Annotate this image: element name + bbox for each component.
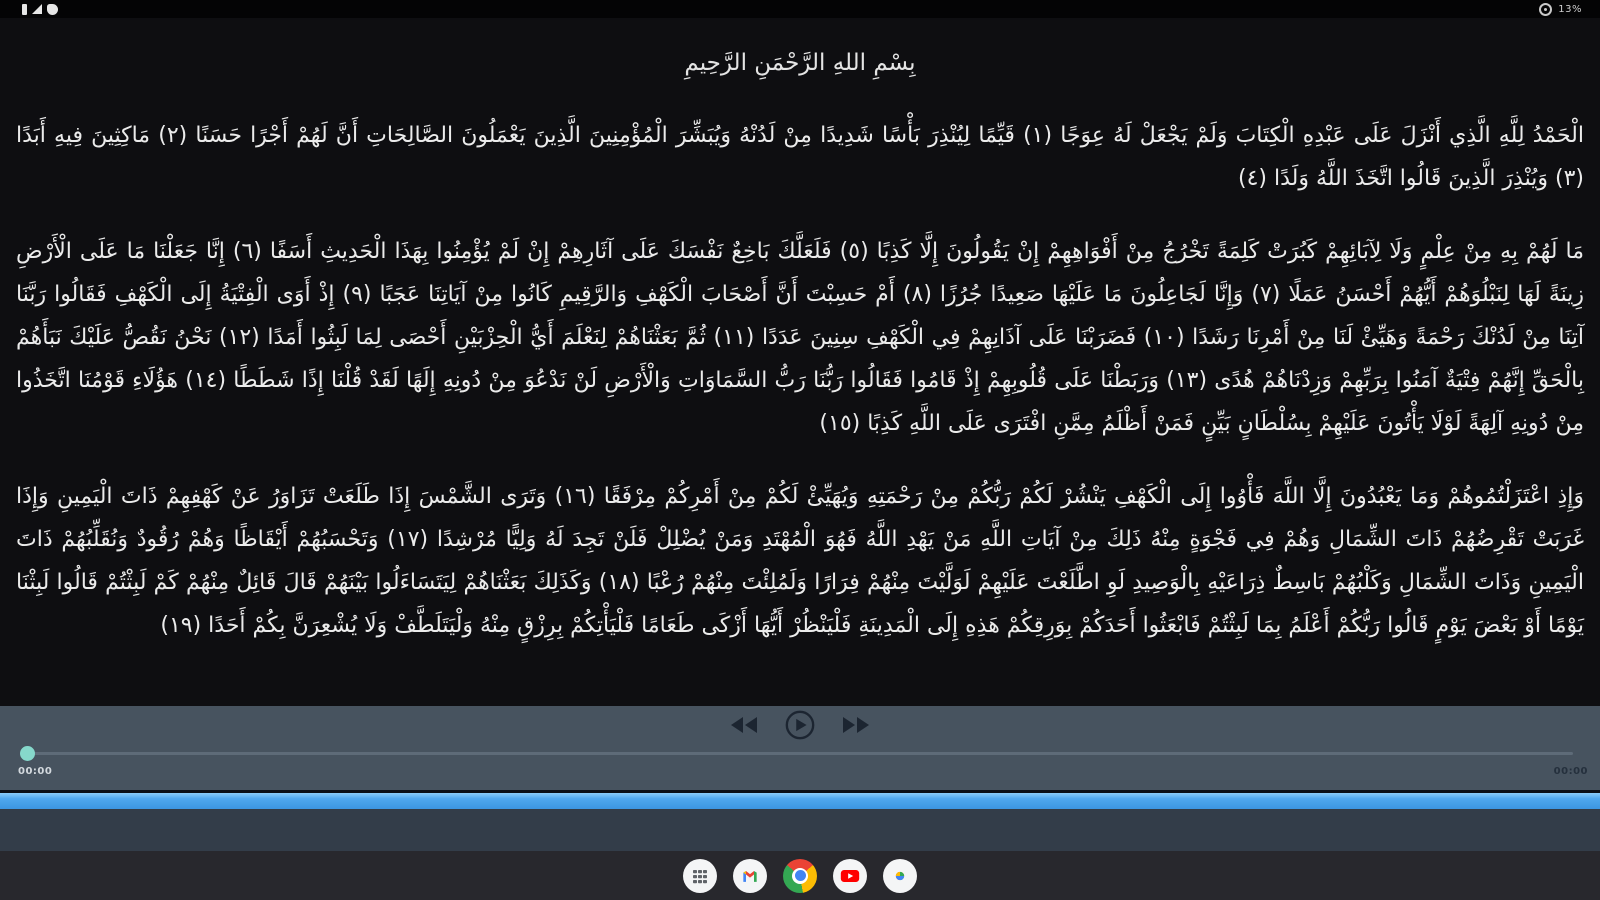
slate-strip: [0, 809, 1600, 851]
seek-thumb[interactable]: [20, 746, 35, 761]
photos-app-button[interactable]: [883, 859, 917, 893]
elapsed-time: 00:00: [18, 766, 53, 777]
play-button[interactable]: [784, 709, 816, 741]
quran-paragraph: مَا لَهُمْ بِهِ مِنْ عِلْمٍ وَلَا لِآبَائِهِمْ كَبُرَتْ كَلِمَةً تَخْرُجُ مِنْ أَفْوَاهِهِمْ إِنْ يَقُولُونَ إِلَّا كَذِبًا (٥) فَلَعَلَّكَ بَاخِعٌ نَفْسَكَ عَلَى آثَارِهِمْ إِنْ لَمْ يُؤْمِنُوا بِهَذَا الْحَدِيثِ أَسَفًا (٦) إِنَّا جَعَلْنَا مَا عَلَى الْأَرْضِ زِينَةً لَهَا لِنَبْلُوَهُمْ أَيُّهُمْ أَحْسَنُ عَمَلًا (٧) وَإِنَّا لَجَاعِلُونَ مَا عَلَيْهَا صَعِيدًا جُرُزًا (٨) أَمْ حَسِبْتَ أَنَّ أَصْحَابَ الْكَهْفِ وَالرَّقِيمِ كَانُوا مِنْ آيَاتِنَا عَجَبًا (٩) إِذْ أَوَى الْفِتْيَةُ إِلَى الْكَهْفِ فَقَالُوا رَبَّنَا آتِنَا مِنْ لَدُنْكَ رَحْمَةً وَهَيِّئْ لَنَا مِنْ أَمْرِنَا رَشَدًا (١٠) فَضَرَبْنَا عَلَى آذَانِهِمْ فِي الْكَهْفِ سِنِينَ عَدَدًا (١١) ثُمَّ بَعَثْنَاهُمْ لِنَعْلَمَ أَيُّ الْحِزْبَيْنِ أَحْصَى لِمَا لَبِثُوا أَمَدًا (١٢) نَحْنُ نَقُصُّ عَلَيْكَ نَبَأَهُمْ بِالْحَقِّ إِنَّهُمْ فِتْيَةٌ آمَنُوا بِرَبِّهِمْ وَزِدْنَاهُمْ هُدًى (١٣) وَرَبَطْنَا عَلَى قُلُوبِهِمْ إِذْ قَامُوا فَقَالُوا رَبُّنَا رَبُّ السَّمَاوَاتِ وَالْأَرْضِ لَنْ نَدْعُوَ مِنْ دُونِهِ إِلَهًا لَقَدْ قُلْنَا إِذًا شَطَطًا (١٤) هَؤُلَاءِ قَوْمُنَا اتَّخَذُوا مِنْ دُونِهِ آلِهَةً لَوْلَا يَأْتُونَ عَلَيْهِمْ بِسُلْطَانٍ بَيِّنٍ فَمَنْ أَظْلَمُ مِمَّنِ افْتَرَى عَلَى اللَّهِ كَذِبًا (١٥): [16, 239, 1585, 436]
battery-percent: 13%: [1558, 3, 1582, 15]
app-drawer-button[interactable]: [683, 859, 717, 893]
status-bar: [0, 0, 1600, 18]
chrome-icon: [792, 868, 808, 884]
quran-reading-pane[interactable]: [0, 18, 1600, 706]
rewind-icon: [728, 715, 760, 735]
chrome-app-button[interactable]: [783, 859, 817, 893]
google-photos-icon: [890, 866, 910, 886]
taskbar: [0, 851, 1600, 900]
play-icon: [784, 709, 816, 741]
gmail-app-button[interactable]: [733, 859, 767, 893]
bismillah-heading: بِسْمِ اللهِ الرَّحْمَنِ الرَّحِيمِ: [684, 50, 916, 76]
youtube-icon: [839, 865, 861, 887]
remaining-time: 00:00: [1553, 766, 1588, 777]
seek-track[interactable]: [27, 752, 1573, 755]
app-drawer-grid-icon: [691, 867, 709, 885]
fast-forward-button[interactable]: [840, 715, 872, 735]
status-right: [1539, 3, 1582, 16]
rewind-button[interactable]: [728, 715, 760, 735]
notification-bar-icon: [22, 4, 27, 15]
notification-icons: [22, 4, 58, 15]
data-saver-icon: [1539, 3, 1552, 16]
youtube-app-button[interactable]: [833, 859, 867, 893]
quran-paragraph: الْحَمْدُ لِلَّهِ الَّذِي أَنْزَلَ عَلَى عَبْدِهِ الْكِتَابَ وَلَمْ يَجْعَلْ لَهُ عِوَجًا (١) قَيِّمًا لِيُنْذِرَ بَأْسًا شَدِيدًا مِنْ لَدُنْهُ وَيُبَشِّرَ الْمُؤْمِنِينَ الَّذِينَ يَعْمَلُونَ الصَّالِحَاتِ أَنَّ لَهُمْ أَجْرًا حَسَنًا (٢) مَاكِثِينَ فِيهِ أَبَدًا (٣) وَيُنْذِرَ الَّذِينَ قَالُوا اتَّخَذَ اللَّهُ وَلَدًا (٤): [16, 123, 1584, 191]
player-controls: [728, 709, 872, 741]
audio-player-bar: [0, 706, 1600, 790]
blue-accent-stripe: [0, 793, 1600, 809]
quran-paragraph: وَإِذِ اعْتَزَلْتُمُوهُمْ وَمَا يَعْبُدُونَ إِلَّا اللَّهَ فَأْوُوا إِلَى الْكَهْفِ يَنْشُرْ لَكُمْ رَبُّكُمْ مِنْ رَحْمَتِهِ وَيُهَيِّئْ لَكُمْ مِنْ أَمْرِكُمْ مِرْفَقًا (١٦) وَتَرَى الشَّمْسَ إِذَا طَلَعَتْ تَزَاوَرُ عَنْ كَهْفِهِمْ ذَاتَ الْيَمِينِ وَإِذَا غَرَبَتْ تَقْرِضُهُمْ ذَاتَ الشِّمَالِ وَهُمْ فِي فَجْوَةٍ مِنْهُ ذَلِكَ مِنْ آيَاتِ اللَّهِ مَنْ يَهْدِ اللَّهُ فَهُوَ الْمُهْتَدِ وَمَنْ يُضْلِلْ فَلَنْ تَجِدَ لَهُ وَلِيًّا مُرْشِدًا (١٧) وَتَحْسَبُهُمْ أَيْقَاظًا وَهُمْ رُقُودٌ وَنُقَلِّبُهُمْ ذَاتَ الْيَمِينِ وَذَاتَ الشِّمَالِ وَكَلْبُهُمْ بَاسِطٌ ذِرَاعَيْهِ بِالْوَصِيدِ لَوِ اطَّلَعْتَ عَلَيْهِمْ لَوَلَّيْتَ مِنْهُمْ فِرَارًا وَلَمُلِئْتَ مِنْهُمْ رُعْبًا (١٨) وَكَذَلِكَ بَعَثْنَاهُمْ لِيَتَسَاءَلُوا بَيْنَهُمْ قَالَ قَائِلٌ مِنْهُمْ كَمْ لَبِثْتُمْ قَالُوا لَبِثْنَا يَوْمًا أَوْ بَعْضَ يَوْمٍ قَالُوا رَبُّكُمْ أَعْلَمُ بِمَا لَبِثْتُمْ فَابْعَثُوا أَحَدَكُمْ بِوَرِقِكُمْ هَذِهِ إِلَى الْمَدِينَةِ فَلْيَنْظُرْ أَيُّهَا أَزْكَى طَعَامًا فَلْيَأْتِكُمْ بِرِزْقٍ مِنْهُ وَلْيَتَلَطَّفْ وَلَا يُشْعِرَنَّ بِكُمْ أَحَدًا (١٩): [16, 484, 1585, 638]
notification-triangle-icon: [32, 4, 42, 14]
fast-forward-icon: [840, 715, 872, 735]
notification-blob-icon: [47, 4, 58, 15]
gmail-icon: [740, 866, 760, 886]
